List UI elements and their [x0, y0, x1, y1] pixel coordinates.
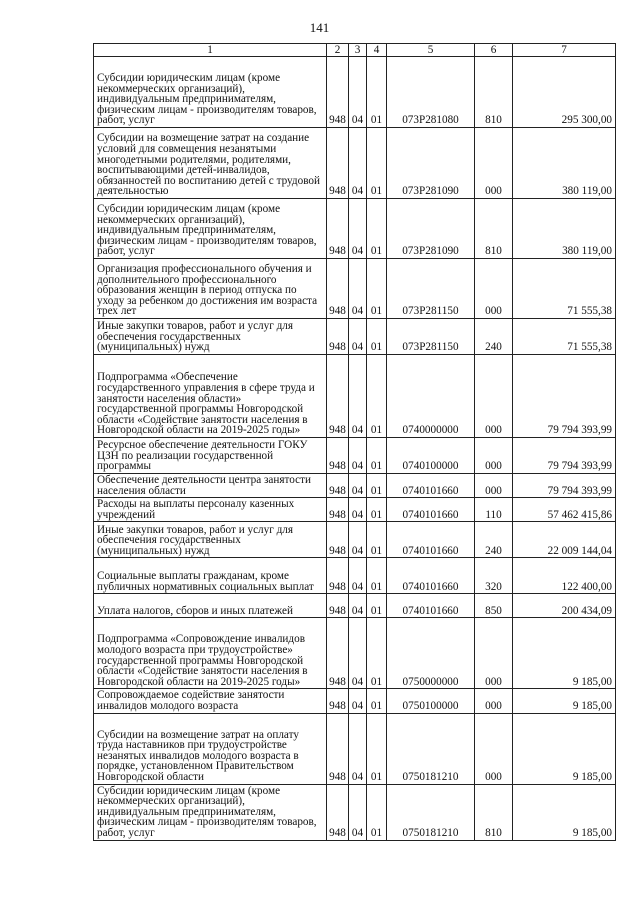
table-row	[94, 438, 616, 474]
expense-type-cell: 240	[475, 522, 513, 558]
table-row	[94, 498, 616, 522]
row-name-cell: Подпрограмма «Обеспечение государственного управления в сфере труда и занятости населения области» государственной программы Новгородской области «Содействие занятости населения в Новгородской области на 2019-2025 годы»	[94, 355, 327, 438]
target-article-cell: 073P281090	[387, 199, 475, 259]
subsection-code-cell: 01	[367, 689, 387, 713]
ministry-code-cell: 948	[327, 618, 349, 689]
target-article-cell: 0740101660	[387, 522, 475, 558]
section-code-cell: 04	[349, 355, 367, 438]
section-code-cell: 04	[349, 689, 367, 713]
amount-cell: 71 555,38	[513, 319, 616, 355]
expense-type-cell: 320	[475, 558, 513, 594]
table-row	[94, 355, 616, 438]
table-header-row	[94, 44, 616, 57]
target-article-cell: 0740100000	[387, 438, 475, 474]
subsection-code-cell: 01	[367, 319, 387, 355]
expense-type-cell: 000	[475, 438, 513, 474]
row-name-cell: Ресурсное обеспечение деятельности ГОКУ ЦЗН по реализации государственной программы	[94, 438, 327, 474]
subsection-code-cell: 01	[367, 522, 387, 558]
ministry-code-cell: 948	[327, 498, 349, 522]
row-name-cell: Социальные выплаты гражданам, кроме публичных нормативных социальных выплат	[94, 558, 327, 594]
header-cell: 7	[513, 44, 616, 57]
table-row	[94, 784, 616, 840]
subsection-code-cell: 01	[367, 438, 387, 474]
table-row	[94, 558, 616, 594]
amount-cell: 380 119,00	[513, 199, 616, 259]
amount-cell: 9 185,00	[513, 713, 616, 784]
row-name-cell: Субсидии юридическим лицам (кроме некоммерческих организаций), индивидуальным предпринимателям, физическим лицам - производителям товаров, работ, услуг	[94, 199, 327, 259]
row-name-cell: Субсидии на возмещение затрат на создание условий для совмещения незанятыми многодетными родителями, родителями, воспитывающими детей-инвалидов, обязанностей по воспитанию детей с трудовой деятельностью	[94, 128, 327, 199]
amount-cell: 79 794 393,99	[513, 474, 616, 498]
subsection-code-cell: 01	[367, 558, 387, 594]
amount-cell: 57 462 415,86	[513, 498, 616, 522]
ministry-code-cell: 948	[327, 319, 349, 355]
target-article-cell: 073P281150	[387, 319, 475, 355]
ministry-code-cell: 948	[327, 522, 349, 558]
target-article-cell: 073P281080	[387, 57, 475, 128]
amount-cell: 295 300,00	[513, 57, 616, 128]
expense-type-cell: 240	[475, 319, 513, 355]
subsection-code-cell: 01	[367, 498, 387, 522]
table-row	[94, 259, 616, 319]
header-cell: 3	[349, 44, 367, 57]
row-name-cell: Уплата налогов, сборов и иных платежей	[94, 594, 327, 618]
section-code-cell: 04	[349, 558, 367, 594]
subsection-code-cell: 01	[367, 618, 387, 689]
table-row	[94, 689, 616, 713]
budget-table	[93, 43, 616, 841]
expense-type-cell: 000	[475, 259, 513, 319]
target-article-cell: 0750000000	[387, 618, 475, 689]
expense-type-cell: 810	[475, 199, 513, 259]
expense-type-cell: 850	[475, 594, 513, 618]
section-code-cell: 04	[349, 713, 367, 784]
target-article-cell: 0740101660	[387, 558, 475, 594]
expense-type-cell: 000	[475, 128, 513, 199]
expense-type-cell: 000	[475, 713, 513, 784]
expense-type-cell: 000	[475, 618, 513, 689]
target-article-cell: 0750181210	[387, 713, 475, 784]
table-row	[94, 594, 616, 618]
row-name-cell: Организация профессионального обучения и дополнительного профессионального образования женщин в период отпуска по уходу за ребенком до достижения им возраста трех лет	[94, 259, 327, 319]
section-code-cell: 04	[349, 618, 367, 689]
row-name-cell: Подпрограмма «Сопровождение инвалидов молодого возраста при трудоустройстве» государственной программы Новгородской области «Содействие занятости населения в Новгородской области на 2019-2025 годы»	[94, 618, 327, 689]
ministry-code-cell: 948	[327, 594, 349, 618]
amount-cell: 71 555,38	[513, 259, 616, 319]
header-cell: 2	[327, 44, 349, 57]
amount-cell: 9 185,00	[513, 689, 616, 713]
target-article-cell: 073P281150	[387, 259, 475, 319]
target-article-cell: 0740000000	[387, 355, 475, 438]
row-name-cell: Обеспечение деятельности центра занятости населения области	[94, 474, 327, 498]
target-article-cell: 0740101660	[387, 474, 475, 498]
row-name-cell: Расходы на выплаты персоналу казенных учреждений	[94, 498, 327, 522]
table-row	[94, 57, 616, 128]
table-row	[94, 713, 616, 784]
section-code-cell: 04	[349, 199, 367, 259]
row-name-cell: Субсидии юридическим лицам (кроме некоммерческих организаций), индивидуальным предпринимателям, физическим лицам - производителям товаров, работ, услуг	[94, 784, 327, 840]
amount-cell: 122 400,00	[513, 558, 616, 594]
expense-type-cell: 000	[475, 355, 513, 438]
section-code-cell: 04	[349, 128, 367, 199]
amount-cell: 9 185,00	[513, 618, 616, 689]
subsection-code-cell: 01	[367, 474, 387, 498]
section-code-cell: 04	[349, 57, 367, 128]
target-article-cell: 0740101660	[387, 594, 475, 618]
ministry-code-cell: 948	[327, 784, 349, 840]
subsection-code-cell: 01	[367, 713, 387, 784]
header-cell: 1	[94, 44, 327, 57]
row-name-cell: Субсидии на возмещение затрат на оплату труда наставников при трудоустройстве незанятых инвалидов молодого возраста в порядке, установленном Правительством Новгородской области	[94, 713, 327, 784]
subsection-code-cell: 01	[367, 594, 387, 618]
amount-cell: 9 185,00	[513, 784, 616, 840]
row-name-cell: Сопровождаемое содействие занятости инвалидов молодого возраста	[94, 689, 327, 713]
ministry-code-cell: 948	[327, 128, 349, 199]
amount-cell: 79 794 393,99	[513, 355, 616, 438]
amount-cell: 380 119,00	[513, 128, 616, 199]
expense-type-cell: 000	[475, 689, 513, 713]
section-code-cell: 04	[349, 784, 367, 840]
section-code-cell: 04	[349, 498, 367, 522]
section-code-cell: 04	[349, 319, 367, 355]
table-row	[94, 474, 616, 498]
ministry-code-cell: 948	[327, 689, 349, 713]
expense-type-cell: 000	[475, 474, 513, 498]
table-row	[94, 319, 616, 355]
target-article-cell: 073P281090	[387, 128, 475, 199]
subsection-code-cell: 01	[367, 355, 387, 438]
table-row	[94, 128, 616, 199]
section-code-cell: 04	[349, 259, 367, 319]
amount-cell: 79 794 393,99	[513, 438, 616, 474]
ministry-code-cell: 948	[327, 474, 349, 498]
expense-type-cell: 110	[475, 498, 513, 522]
target-article-cell: 0740101660	[387, 498, 475, 522]
ministry-code-cell: 948	[327, 259, 349, 319]
subsection-code-cell: 01	[367, 199, 387, 259]
row-name-cell: Иные закупки товаров, работ и услуг для обеспечения государственных (муниципальных) нужд	[94, 522, 327, 558]
ministry-code-cell: 948	[327, 713, 349, 784]
header-cell: 6	[475, 44, 513, 57]
table-row	[94, 199, 616, 259]
section-code-cell: 04	[349, 474, 367, 498]
ministry-code-cell: 948	[327, 438, 349, 474]
header-cell: 4	[367, 44, 387, 57]
subsection-code-cell: 01	[367, 784, 387, 840]
expense-type-cell: 810	[475, 784, 513, 840]
target-article-cell: 0750100000	[387, 689, 475, 713]
subsection-code-cell: 01	[367, 57, 387, 128]
row-name-cell: Субсидии юридическим лицам (кроме некоммерческих организаций), индивидуальным предпринимателям, физическим лицам - производителям товаров, работ, услуг	[94, 57, 327, 128]
subsection-code-cell: 01	[367, 259, 387, 319]
ministry-code-cell: 948	[327, 199, 349, 259]
section-code-cell: 04	[349, 438, 367, 474]
table-row	[94, 522, 616, 558]
amount-cell: 22 009 144,04	[513, 522, 616, 558]
page-number: 141	[309, 20, 330, 35]
table-row	[94, 618, 616, 689]
amount-cell: 200 434,09	[513, 594, 616, 618]
section-code-cell: 04	[349, 594, 367, 618]
expense-type-cell: 810	[475, 57, 513, 128]
row-name-cell: Иные закупки товаров, работ и услуг для обеспечения государственных (муниципальных) нужд	[94, 319, 327, 355]
ministry-code-cell: 948	[327, 355, 349, 438]
header-cell: 5	[387, 44, 475, 57]
ministry-code-cell: 948	[327, 558, 349, 594]
subsection-code-cell: 01	[367, 128, 387, 199]
target-article-cell: 0750181210	[387, 784, 475, 840]
ministry-code-cell: 948	[327, 57, 349, 128]
section-code-cell: 04	[349, 522, 367, 558]
